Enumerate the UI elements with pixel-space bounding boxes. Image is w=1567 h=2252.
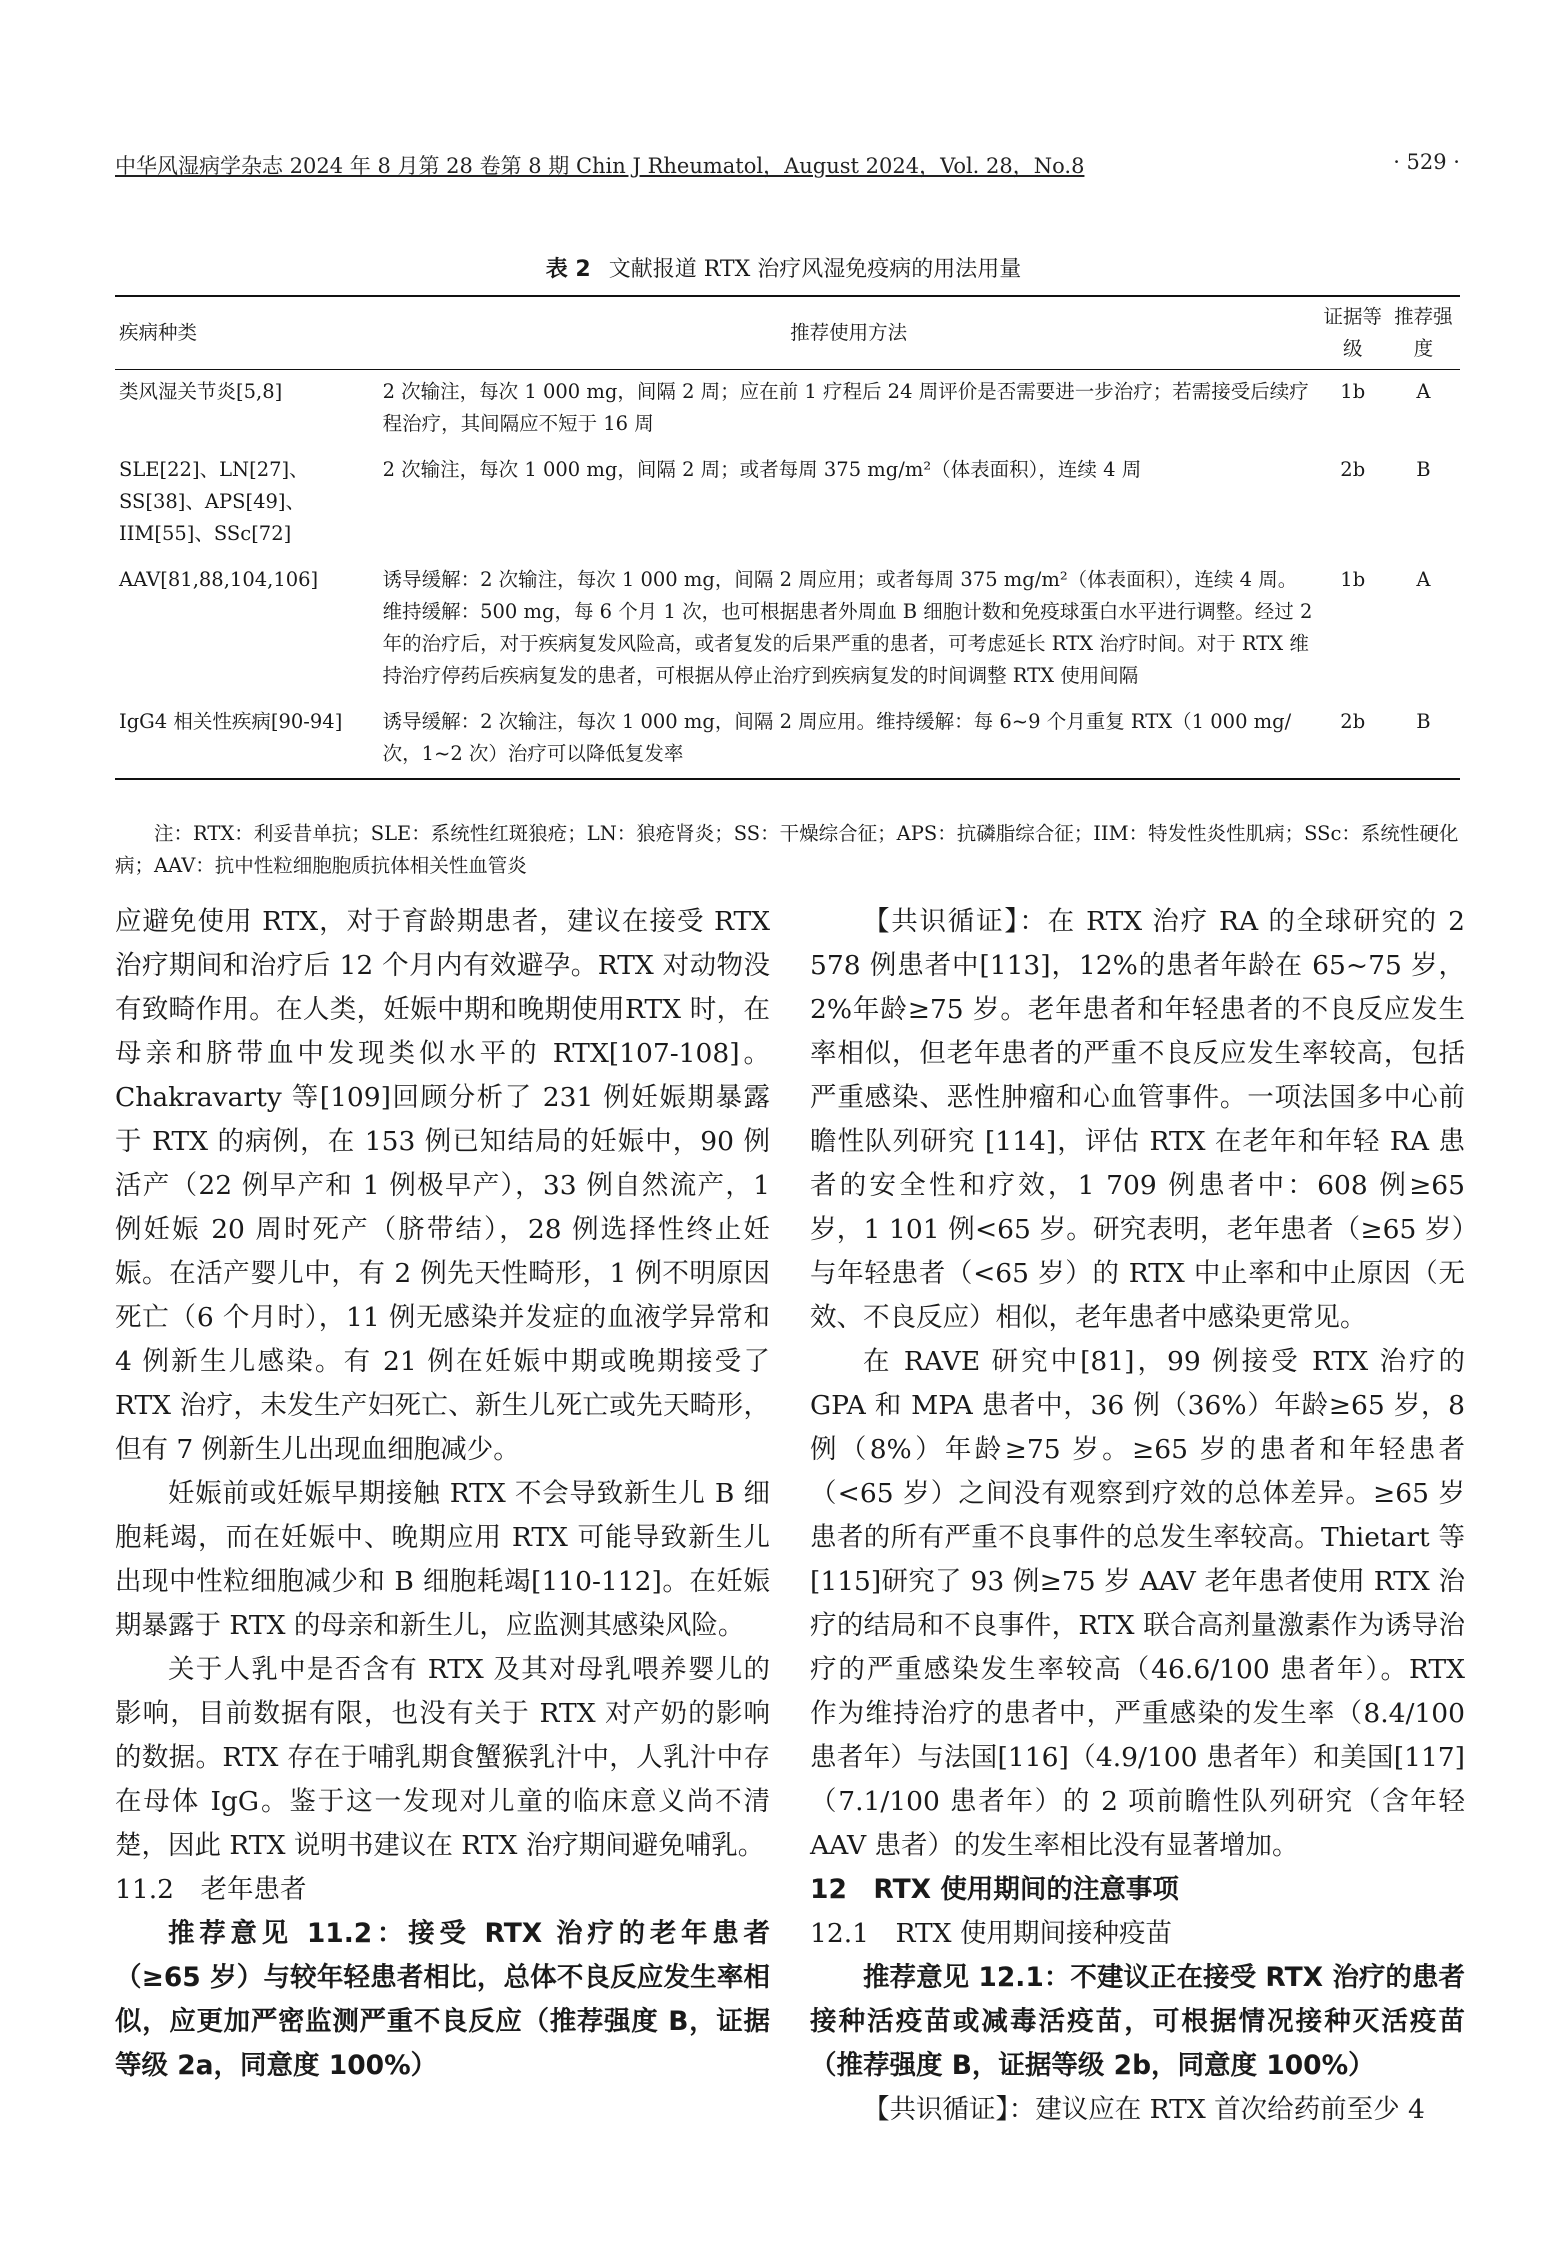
dosage-table — [115, 295, 1460, 780]
table-title: 文献报道 RTX 治疗风湿免疫病的用法用量 — [608, 257, 1022, 282]
cell-disease: IgG4 相关性疾病[90-94] — [119, 710, 343, 733]
table-footnote: 注：RTX：利妥昔单抗；SLE：系统性红斑狼疮；LN：狼疮肾炎；SS：干燥综合征；APS：抗磷脂综合征；IIM：特发性炎性肌病；SSc：系统性硬化病；AAV：抗中性粒细胞胞质抗体相关性血管炎 — [115, 822, 1459, 877]
cell-method: 诱导缓解：2 次输注，每次 1 000 mg，间隔 2 周应用。维持缓解：每 6~9 个月重复 RTX（1 000 mg/次，1~2 次）治疗可以降低复发率 — [382, 710, 1292, 765]
paragraph: 应避免使用 RTX，对于育龄期患者，建议在接受 RTX 治疗期间和治疗后 12 个月内有效避孕。RTX 对动物没有致畸作用。在人类，妊娠中期和晚期使用RTX 时，在母亲和脐带血中发现类似水平的 RTX[107-108]。Chakravarty 等[109]回顾分析了 231 例妊娠期暴露于 RTX 的病例，在 153 例已知结局的妊娠中，90 例活产（22 例早产和 1 例极早产），33 例自然流产，1 例妊娠 20 周时死产（脐带结），28 例选择性终止妊娠。在活产婴儿中，有 2 例先天性畸形，1 例不明原因死亡（6 个月时），11 例无感染并发症的血液学异常和 4 例新生儿感染。有 21 例在妊娠中期或晚期接受了 RTX 治疗，未发生产妇死亡、新生儿死亡或先天畸形，但有 7 例新生儿出现血细胞减少。 — [115, 906, 770, 1465]
cell-strength: A — [1416, 380, 1431, 403]
col-header-evidence: 证据等级 — [1323, 305, 1382, 360]
table-row — [115, 558, 1460, 700]
journal-citation: 中华风湿病学杂志 2024 年 8 月第 28 卷第 8 期 Chin J Rheumatol，August 2024，Vol. 28，No.8 — [115, 154, 1085, 178]
col-header-strength: 推荐强度 — [1394, 305, 1453, 360]
page-number: · 529 · — [1393, 150, 1460, 174]
col-header-method: 推荐使用方法 — [790, 321, 908, 344]
col-header-disease: 疾病种类 — [119, 321, 198, 344]
recommendation-12-1: 推荐意见 12.1：不建议正在接受 RTX 治疗的患者接种活疫苗或减毒活疫苗，可根据情况接种灭活疫苗（推荐强度 B，证据等级 2b，同意度 100%） — [810, 1962, 1465, 2081]
paragraph: 【共识循证】：建议应在 RTX 首次给药前至少 4 — [863, 2094, 1425, 2125]
table-row — [115, 448, 1460, 558]
right-column — [810, 900, 1465, 2132]
paragraph: 关于人乳中是否含有 RTX 及其对母乳喂养婴儿的影响，目前数据有限，也没有关于 RTX 对产奶的影响的数据。RTX 存在于哺乳期食蟹猴乳汁中，人乳汁中存在母体 IgG。鉴于这一发现对儿童的临床意义尚不清楚，因此 RTX 说明书建议在 RTX 治疗期间避免哺乳。 — [115, 1654, 770, 1861]
cell-disease: 类风湿关节炎[5,8] — [119, 380, 283, 403]
cell-method: 2 次输注，每次 1 000 mg，间隔 2 周；应在前 1 疗程后 24 周评价是否需要进一步治疗；若需接受后续疗程治疗，其间隔应不短于 16 周 — [382, 380, 1309, 435]
section-heading-11-2: 11.2 老年患者 — [115, 1874, 307, 1905]
cell-disease: SLE[22]、LN[27]、SS[38]、APS[49]、IIM[55]、SSc[72] — [119, 458, 309, 545]
cell-method: 诱导缓解：2 次输注，每次 1 000 mg，间隔 2 周应用；或者每周 375 mg/m²（体表面积），连续 4 周。维持缓解：500 mg，每 6 个月 1 次，也可根据患者外周血 B 细胞计数和免疫球蛋白水平进行调整。经过 2 年的治疗后，对于疾病复发风险高，或者复发的后果严重的患者，可考虑延长 RTX 治疗时间。对于 RTX 维持治疗停药后疾病复发的患者，可根据从停止治疗到疾病复发的时间调整 RTX 使用间隔 — [382, 568, 1313, 687]
section-heading-12-1: 12.1 RTX 使用期间接种疫苗 — [810, 1918, 1172, 1949]
cell-strength: A — [1416, 568, 1431, 591]
cell-evidence: 2b — [1340, 710, 1366, 733]
table-header-row — [115, 296, 1460, 370]
left-column — [115, 900, 770, 2088]
table-caption — [0, 252, 1567, 283]
cell-disease: AAV[81,88,104,106] — [119, 568, 319, 591]
paragraph: 【共识循证】：在 RTX 治疗 RA 的全球研究的 2 578 例患者中[113]，12%的患者年龄在 65~75 岁，2%年龄≥75 岁。老年患者和年轻患者的不良反应发生率相似，但老年患者的严重不良反应发生率较高，包括严重感染、恶性肿瘤和心血管事件。一项法国多中心前瞻性队列研究 [114]，评估 RTX 在老年和年轻 RA 患者的安全性和疗效，1 709 例患者中：608 例≥65 岁，1 101 例<65 岁。研究表明，老年患者（≥65 岁）与年轻患者（<65 岁）的 RTX 中止率和中止原因（无效、不良反应）相似，老年患者中感染更常见。 — [810, 906, 1465, 1333]
cell-strength: B — [1416, 458, 1431, 481]
cell-method: 2 次输注，每次 1 000 mg，间隔 2 周；或者每周 375 mg/m²（体表面积），连续 4 周 — [382, 458, 1142, 481]
paragraph: 妊娠前或妊娠早期接触 RTX 不会导致新生儿 B 细胞耗竭，而在妊娠中、晚期应用 RTX 可能导致新生儿出现中性粒细胞减少和 B 细胞耗竭[110-112]。在妊娠期暴露于 RTX 的母亲和新生儿，应监测其感染风险。 — [115, 1478, 770, 1641]
cell-evidence: 2b — [1340, 458, 1366, 481]
cell-strength: B — [1416, 710, 1431, 733]
cell-evidence: 1b — [1340, 380, 1366, 403]
running-header — [115, 150, 1460, 184]
table-row — [115, 370, 1460, 449]
table-label: 表 2 — [545, 257, 591, 282]
recommendation-11-2: 推荐意见 11.2：接受 RTX 治疗的老年患者（≥65 岁）与较年轻患者相比，总体不良反应发生率相似，应更加严密监测严重不良反应（推荐强度 B，证据等级 2a，同意度 100%） — [115, 1918, 770, 2081]
table-row — [115, 700, 1460, 779]
cell-evidence: 1b — [1340, 568, 1366, 591]
section-heading-12: 12 RTX 使用期间的注意事项 — [810, 1874, 1179, 1905]
paragraph: 在 RAVE 研究中[81]，99 例接受 RTX 治疗的 GPA 和 MPA 患者中，36 例（36%）年龄≥65 岁，8 例（8%）年龄≥75 岁。≥65 岁的患者和年轻患者（<65 岁）之间没有观察到疗效的总体差异。≥65 岁患者的所有严重不良事件的总发生率较高。Thietart 等[115]研究了 93 例≥75 岁 AAV 老年患者使用 RTX 治疗的结局和不良事件，RTX 联合高剂量激素作为诱导治疗的严重感染发生率较高（46.6/100 患者年）。RTX 作为维持治疗的患者中，严重感染的发生率（8.4/100 患者年）与法国[116]（4.9/100 患者年）和美国[117]（7.1/100 患者年）的 2 项前瞻性队列研究（含年轻 AAV 患者）的发生率相比没有显著增加。 — [810, 1346, 1465, 1861]
